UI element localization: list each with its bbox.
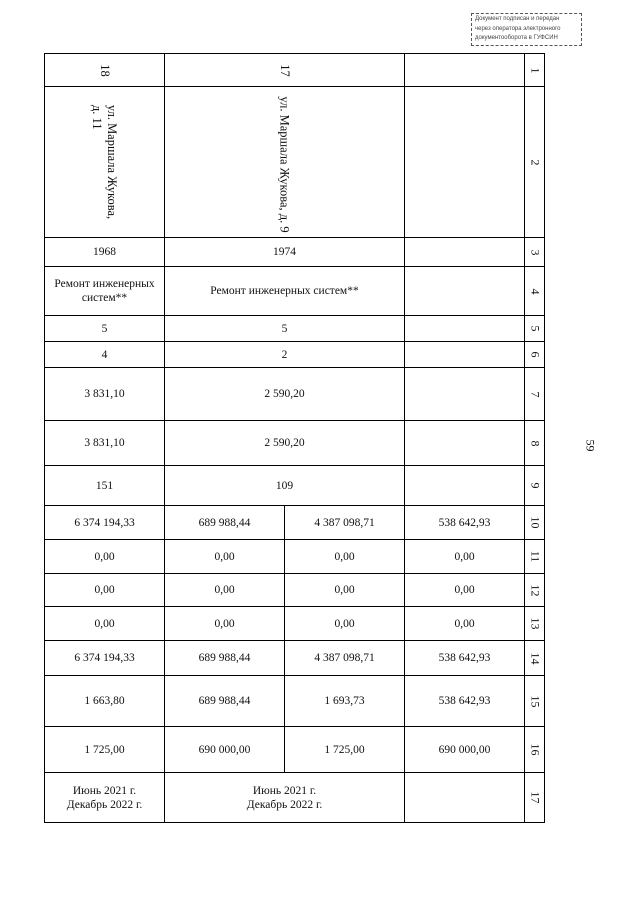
local-budget-b2: 0,00 (334, 617, 355, 630)
row-border (44, 822, 545, 823)
residents-a: 151 (95, 479, 114, 492)
deadline-a (45, 773, 164, 822)
deadline-b-end: Декабрь 2022 г. (246, 798, 323, 811)
total-area-a: 3 831,10 (84, 388, 125, 400)
budget-b2: 0,00 (334, 584, 355, 596)
budget-c: 0,00 (454, 584, 475, 596)
row-number: 8 (528, 440, 542, 446)
max-unit-cost-b2: 1 725,00 (324, 743, 365, 756)
unit-cost-b2: 1 693,73 (324, 695, 365, 707)
year-built-a: 1968 (93, 246, 116, 258)
row-number: 7 (528, 391, 542, 397)
cost-total-c: 538 642,93 (438, 516, 491, 529)
stamp-line: Документ подписан и передан (475, 16, 560, 22)
row-number: 6 (528, 351, 542, 358)
local-budget-b1: 0,00 (214, 617, 235, 630)
work-type-b: Ремонт инженерных систем** (210, 285, 359, 297)
row-number: 13 (528, 617, 542, 630)
owners-funds-a: 6 374 194,33 (74, 652, 135, 664)
local-budget-a: 0,00 (94, 617, 115, 630)
owners-funds-c: 538 642,93 (438, 652, 491, 664)
unit-cost-a: 1 663,80 (84, 695, 125, 707)
object-number-a: 18 (98, 63, 112, 77)
fund-b2: 0,00 (334, 550, 355, 563)
object-number-b: 17 (278, 63, 292, 77)
cost-total-a: 6 374 194,33 (74, 516, 135, 529)
address-b: ул. Маршала Жукова, д. 9 (278, 96, 292, 233)
entrances-a: 4 (101, 348, 108, 361)
owners-funds-b2: 4 387 098,71 (314, 652, 375, 664)
row-number: 5 (528, 325, 542, 332)
address-a-line2: д. 11 (90, 104, 105, 130)
owners-funds-b1: 689 988,44 (198, 652, 251, 664)
work-type-a: Ремонт инженерных систем** (54, 278, 155, 304)
budget-a: 0,00 (94, 584, 115, 596)
residential-area-b: 2 590,20 (264, 437, 305, 449)
row-number: 1 (528, 67, 542, 73)
year-built-b: 1974 (273, 246, 296, 258)
row-number: 14 (528, 652, 542, 664)
deadline-b-start: Июнь 2021 г. (252, 784, 317, 797)
stamp-line: документооборота в ГУФСИН (475, 35, 558, 41)
total-area-b: 2 590,20 (264, 388, 305, 400)
fund-c: 0,00 (454, 550, 475, 563)
deadline-a-end: Декабрь 2022 г. (66, 798, 143, 811)
budget-b1: 0,00 (214, 584, 235, 596)
row-number: 15 (528, 695, 542, 707)
fund-b1: 0,00 (214, 550, 235, 563)
row-number: 11 (528, 550, 542, 563)
floors-b: 5 (281, 322, 288, 335)
residential-area-a: 3 831,10 (84, 437, 125, 449)
row-number: 17 (528, 791, 542, 804)
row-number: 4 (528, 288, 542, 294)
stamp-line: через оператора электронного (475, 25, 561, 32)
row-number: 2 (528, 159, 542, 165)
row-number: 10 (528, 516, 542, 529)
row-number: 9 (528, 482, 542, 489)
cost-total-b1: 689 988,44 (198, 516, 251, 529)
page-number: 59 (583, 439, 598, 452)
fund-a: 0,00 (94, 550, 115, 563)
max-unit-cost-b1: 690 000,00 (198, 743, 251, 756)
address-a-line1: ул. Маршала Жукова, (105, 104, 120, 220)
max-unit-cost-c: 690 000,00 (438, 743, 491, 756)
row-number: 3 (528, 249, 542, 255)
entrances-b: 2 (281, 348, 288, 361)
unit-cost-b1: 689 988,44 (198, 695, 251, 707)
row-number: 16 (528, 743, 542, 756)
row-number: 12 (528, 584, 542, 596)
floors-a: 5 (101, 322, 108, 335)
local-budget-c: 0,00 (454, 617, 475, 630)
residents-b: 109 (275, 479, 294, 492)
unit-cost-c: 538 642,93 (438, 695, 491, 707)
address-a (45, 87, 164, 237)
max-unit-cost-a: 1 725,00 (84, 743, 125, 756)
column-border (544, 53, 545, 823)
cost-total-b2: 4 387 098,71 (314, 516, 375, 529)
deadline-b (165, 773, 404, 822)
deadline-a-start: Июнь 2021 г. (72, 784, 137, 797)
